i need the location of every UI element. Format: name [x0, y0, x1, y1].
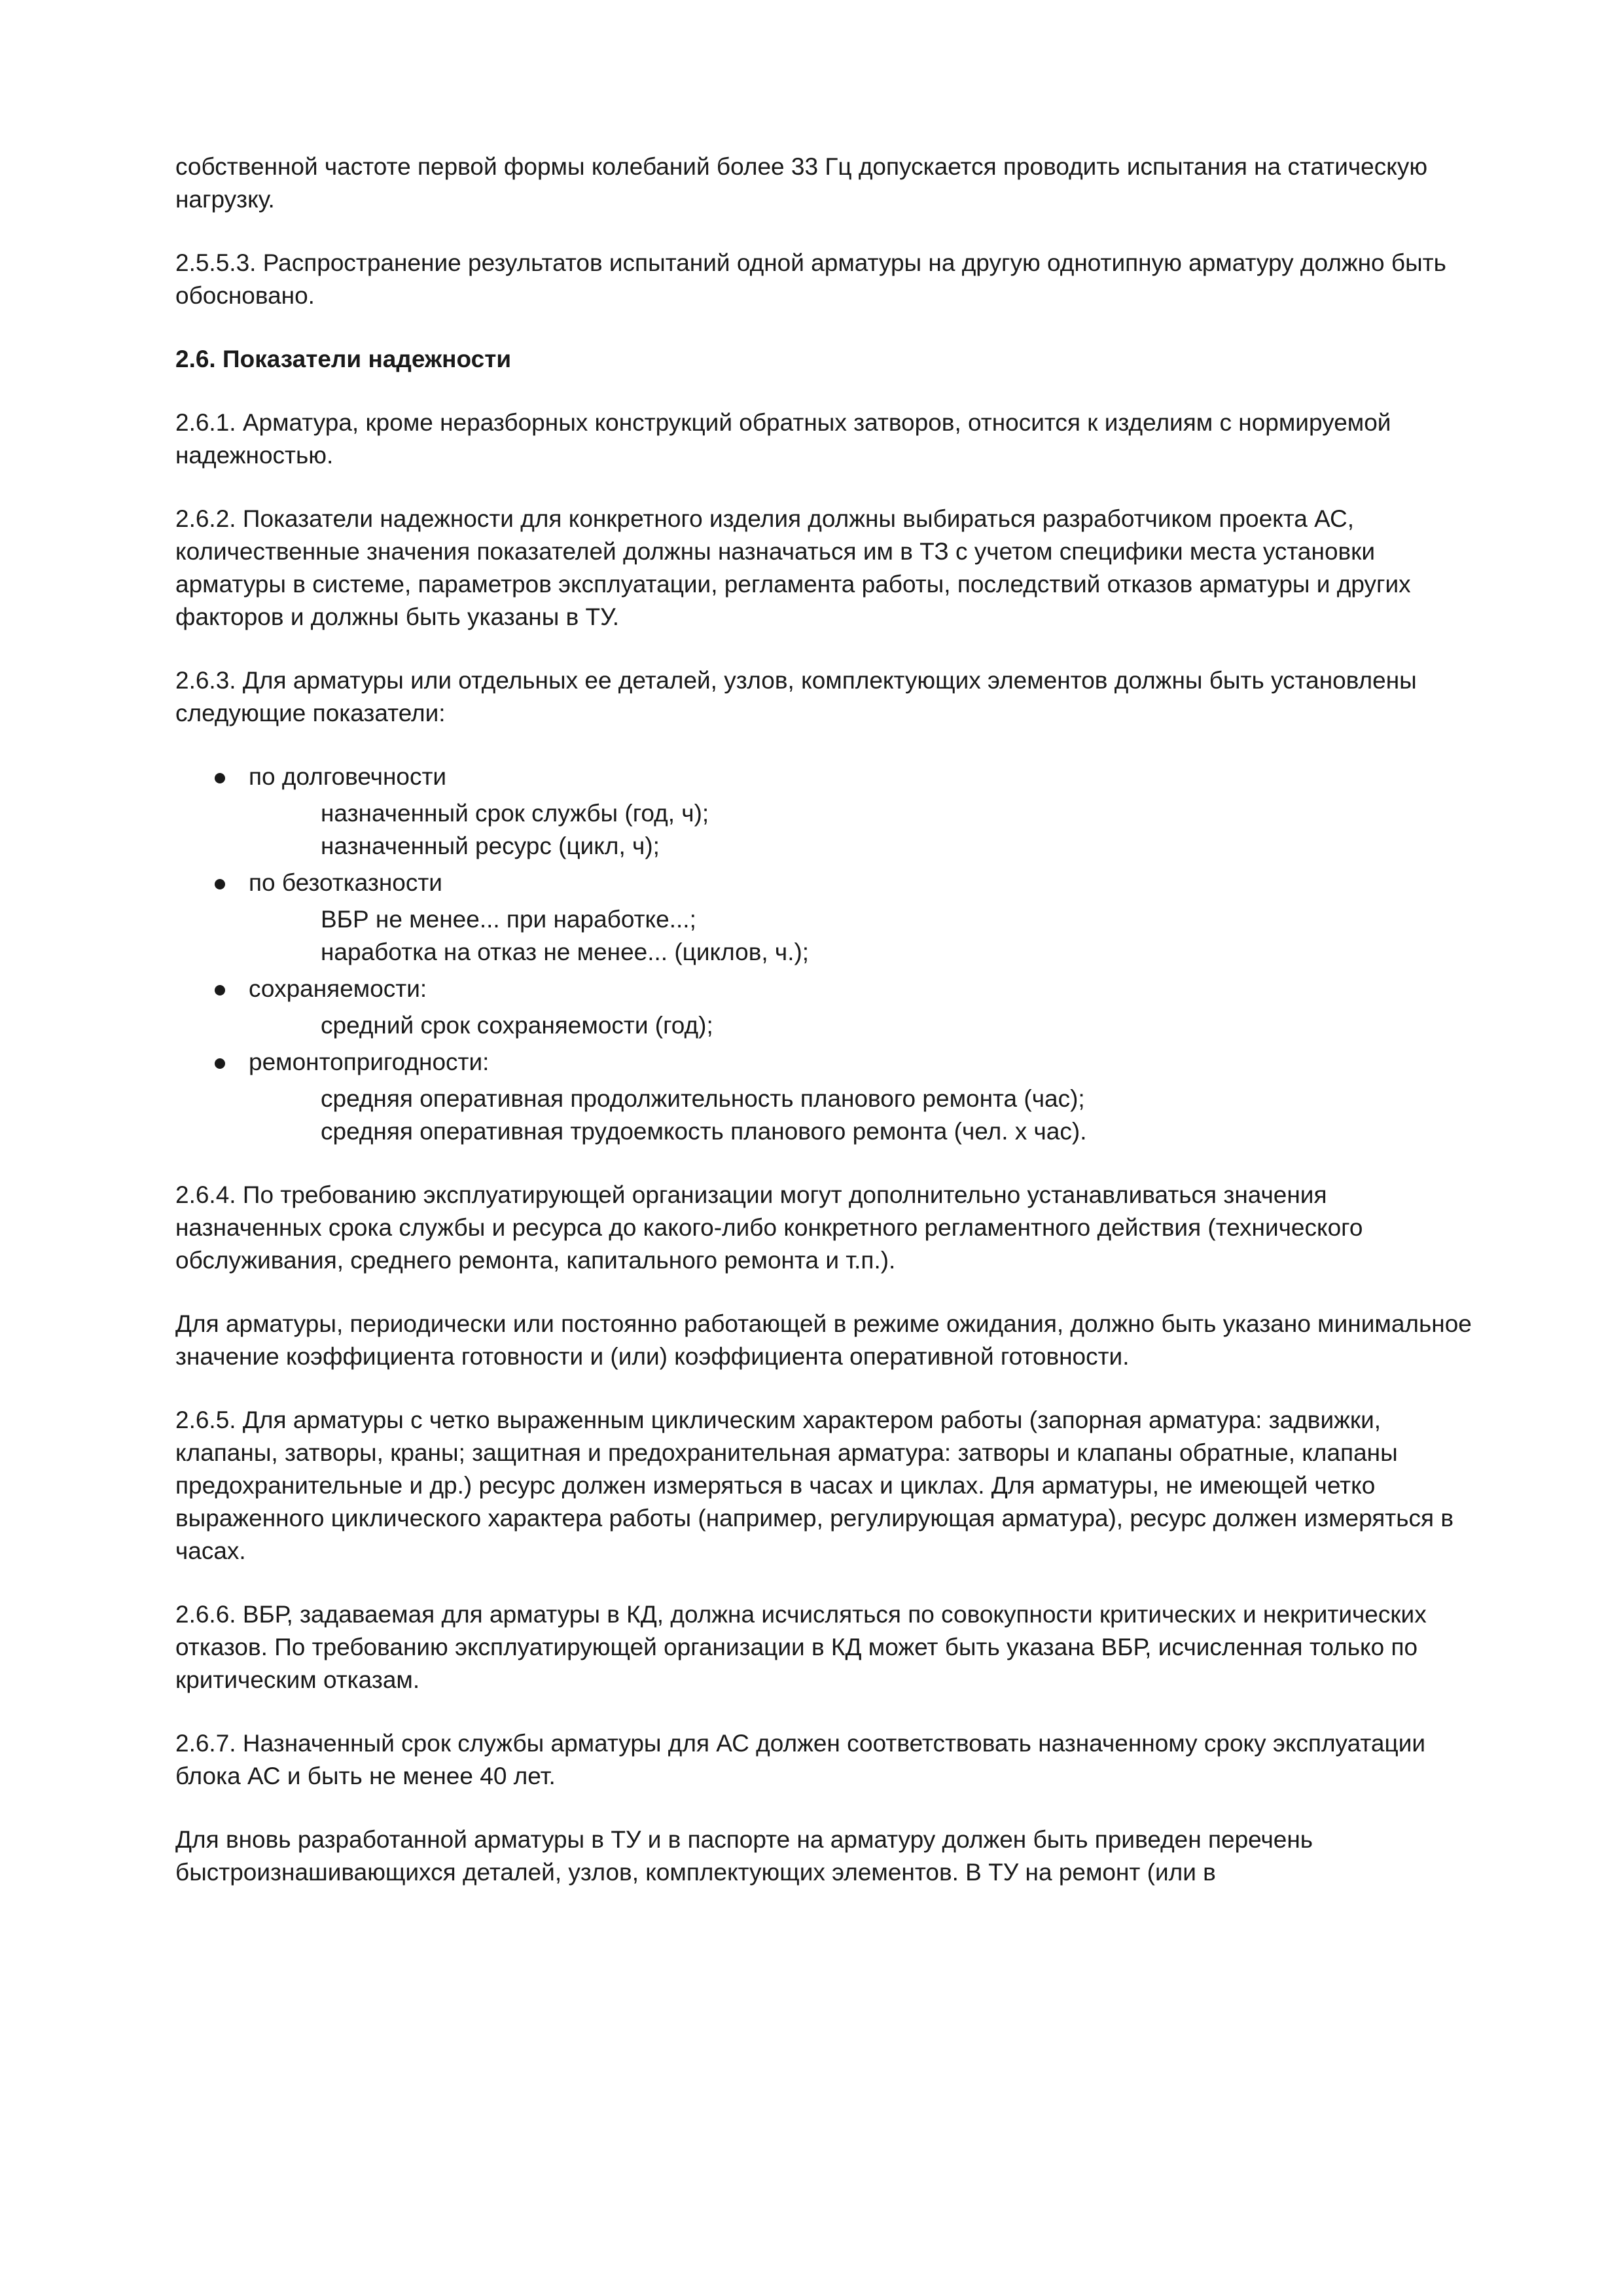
indicator-items — [249, 903, 1478, 969]
paragraph-2-6-4-standby: Для арматуры, периодически или постоянно работающей в режиме ожидания, должно быть указано минимальное значение коэффициента готовности и (или) коэффициента оперативной готовности. — [175, 1310, 1472, 1370]
indicator-item: средняя оперативная продолжительность планового ремонта (час); — [321, 1085, 1085, 1112]
paragraph-2-6-2: 2.6.2. Показатели надежности для конкретного изделия должны выбираться разработчиком проекта АС, количественные значения показателей должны назначаться им в ТЗ с учетом специфики места установки арматуры в системе, параметров эксплуатации, регламента работы, последствий отказов арматуры и других факторов и должны быть указаны в ТУ. — [175, 505, 1411, 630]
indicator-items — [249, 1083, 1478, 1148]
paragraph-2-6-1: 2.6.1. Арматура, кроме неразборных конструкций обратных затворов, относится к изделиям с нормируемой надежностью. — [175, 409, 1391, 469]
indicator-label: по безотказности — [249, 869, 442, 896]
indicator-item: наработка на отказ не менее... (циклов, ч.); — [321, 939, 810, 965]
indicator-label: сохраняемости: — [249, 975, 427, 1002]
indicator-item: средний срок сохраняемости (год); — [321, 1012, 713, 1039]
paragraph-2-5-5-3: 2.5.5.3. Распространение результатов испытаний одной арматуры на другую однотипную арматуру должно быть обосновано. — [175, 249, 1446, 309]
indicator-durability — [215, 761, 1478, 863]
section-heading: 2.6. Показатели надежности — [175, 346, 512, 372]
indicator-list — [175, 761, 1478, 1148]
indicator-item: назначенный ресурс (цикл, ч); — [321, 833, 660, 859]
indicator-reliability — [215, 867, 1478, 969]
indicator-items — [249, 797, 1478, 863]
paragraph-2-6-7-wear-parts: Для вновь разработанной арматуры в ТУ и в паспорте на арматуру должен быть приведен перечень быстроизнашивающихся деталей, узлов, комплектующих элементов. В ТУ на ремонт (или в — [175, 1826, 1313, 1886]
indicator-label: по долговечности — [249, 763, 447, 790]
paragraph-2-6-5: 2.6.5. Для арматуры с четко выраженным циклическим характером работы (запорная арматура: задвижки, клапаны, затворы, краны; защитная и предохранительная арматура: затворы и клапаны обратные, клапаны предохранительные и др.) ресурс должен измеряться в часах и циклах. Для арматуры, не имеющей четко выраженного циклического характера работы (например, регулирующая арматура), ресурс должен измеряться в часах. — [175, 1407, 1454, 1564]
indicator-maintainability — [215, 1046, 1478, 1148]
indicator-item: ВБР не менее... при наработке...; — [321, 906, 696, 933]
indicator-label: ремонтопригодности: — [249, 1049, 490, 1075]
paragraph-2-6-6: 2.6.6. ВБР, задаваемая для арматуры в КД, должна исчисляться по совокупности критических и некритических отказов. По требованию эксплуатирующей организации в КД может быть указана ВБР, исчисленная только по критическим отказам. — [175, 1601, 1427, 1693]
indicator-storability — [215, 973, 1478, 1042]
paragraph-continuation: собственной частоте первой формы колебаний более 33 Гц допускается проводить испытания на статическую нагрузку. — [175, 153, 1428, 213]
indicator-item: средняя оперативная трудоемкость планового ремонта (чел. х час). — [321, 1118, 1087, 1145]
indicator-item: назначенный срок службы (год, ч); — [321, 800, 709, 827]
indicator-items — [249, 1009, 1478, 1042]
paragraph-2-6-3: 2.6.3. Для арматуры или отдельных ее деталей, узлов, комплектующих элементов должны быть установлены следующие показатели: — [175, 667, 1417, 726]
document-body — [175, 151, 1478, 1920]
paragraph-2-6-7: 2.6.7. Назначенный срок службы арматуры для АС должен соответствовать назначенному сроку эксплуатации блока АС и быть не менее 40 лет. — [175, 1730, 1426, 1789]
paragraph-2-6-4: 2.6.4. По требованию эксплуатирующей организации могут дополнительно устанавливаться значения назначенных срока службы и ресурса до какого-либо конкретного регламентного действия (технического обслуживания, среднего ремонта, капитального ремонта и т.п.). — [175, 1181, 1363, 1274]
